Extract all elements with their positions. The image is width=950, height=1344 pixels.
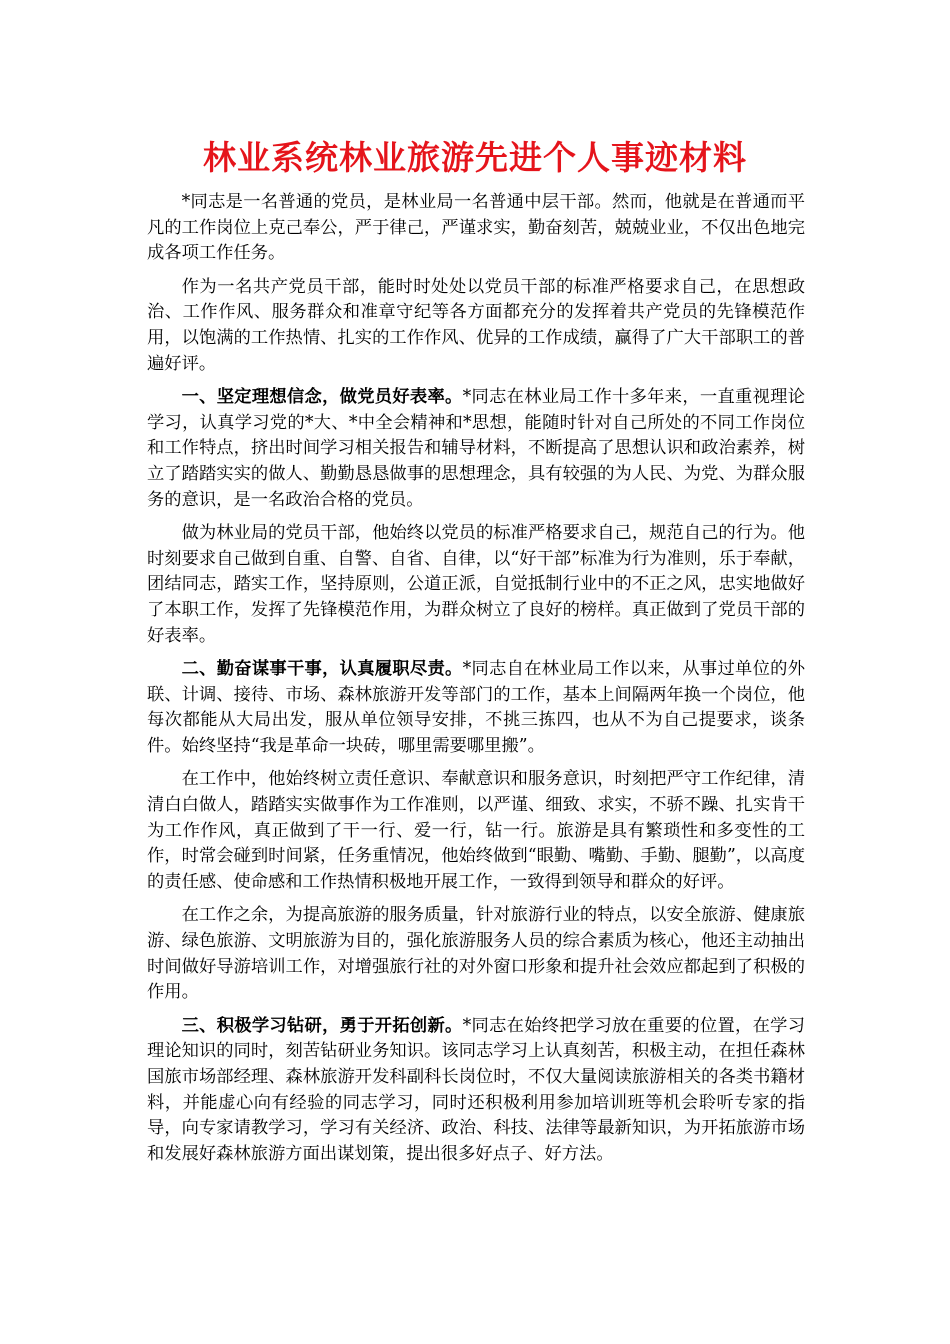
- paragraph-7: [147, 903, 805, 1005]
- paragraph-3: [147, 385, 805, 513]
- paragraph-5: [147, 657, 805, 759]
- paragraph-3-text: *同志在林业局工作十多年来，一直重视理论学习，认真学习党的*大、*中全会精神和*思想，能随时针对自己所处的不同工作岗位和工作特点，挤出时间学习相关报告和辅导材料，不断提高了思想认识和政治素养，树立了踏踏实实的做人、勤勤恳恳做事的思想理念，具有较强的为人民、为党、为群众服务的意识，是一名政治合格的党员。: [147, 387, 805, 510]
- document-body: [147, 190, 805, 1175]
- paragraph-2: [147, 275, 805, 377]
- paragraph-8: [147, 1014, 805, 1168]
- section-heading-2: 二、勤奋谋事干事，认真履职尽责。: [181, 659, 463, 680]
- paragraph-1-text: *同志是一名普通的党员，是林业局一名普通中层干部。然而，他就是在普通而平凡的工作岗位上克己奉公，严于律己，严谨求实，勤奋刻苦，兢兢业业，不仅出色地完成各项工作任务。: [147, 192, 805, 264]
- paragraph-1: [147, 190, 805, 267]
- paragraph-8-text: *同志在始终把学习放在重要的位置，在学习理论知识的同时，刻苦钻研业务知识。该同志学习上认真刻苦，积极主动，在担任森林国旅市场部经理、森林旅游开发科副科长岗位时，不仅大量阅读旅游相关的各类书籍材料，并能虚心向有经验的同志学习，同时还积极利用参加培训班等机会聆听专家的指导，向专家请教学习，学习有关经济、政治、科技、法律等最新知识，为开拓旅游市场和发展好森林旅游方面出谋划策，提出很多好点子、好方法。: [147, 1015, 805, 1164]
- paragraph-5-text: *同志自在林业局工作以来，从事过单位的外联、计调、接待、市场、森林旅游开发等部门的工作，基本上间隔两年换一个岗位，他每次都能从大局出发，服从单位领导安排，不挑三拣四，也从不为自己提要求，谈条件。始终坚持“我是革命一块砖，哪里需要哪里搬”。: [147, 659, 805, 756]
- paragraph-2-text: 作为一名共产党员干部，能时时处处以党员干部的标准严格要求自己，在思想政治、工作作风、服务群众和准章守纪等各方面都充分的发挥着共产党员的先锋模范作用，以饱满的工作热情、扎实的工作作风、优异的工作成绩，赢得了广大干部职工的普遍好评。: [147, 276, 805, 374]
- paragraph-4: [147, 521, 805, 649]
- section-heading-3: 三、积极学习钻研，勇于开拓创新。: [181, 1015, 463, 1036]
- document-title: 林业系统林业旅游先进个人事迹材料: [203, 138, 747, 177]
- paragraph-6: [147, 767, 805, 895]
- paragraph-7-text: 在工作之余，为提高旅游的服务质量，针对旅游行业的特点，以安全旅游、健康旅游、绿色旅游、文明旅游为目的，强化旅游服务人员的综合素质为核心，他还主动抽出时间做好导游培训工作，对增强旅行社的对外窗口形象和提升社会效应都起到了积极的作用。: [147, 905, 805, 1003]
- paragraph-4-text: 做为林业局的党员干部，他始终以党员的标准严格要求自己，规范自己的行为。他时刻要求自己做到自重、自警、自省、自律，以“好干部”标准为行为准则，乐于奉献，团结同志，踏实工作，坚持原则，公道正派，自觉抵制行业中的不正之风，忠实地做好了本职工作，发挥了先锋模范作用，为群众树立了良好的榜样。真正做到了党员干部的好表率。: [147, 523, 805, 646]
- section-heading-1: 一、坚定理想信念，做党员好表率。: [181, 387, 463, 408]
- paragraph-6-text: 在工作中，他始终树立责任意识、奉献意识和服务意识，时刻把严守工作纪律，清清白白做人，踏踏实实做事作为工作准则，以严谨、细致、求实，不骄不躁、扎实肯干为工作作风，真正做到了干一行、爱一行，钻一行。旅游是具有繁琐性和多变性的工作，时常会碰到时间紧，任务重情况，他始终做到“眼勤、嘴勤、手勤、腿勤”，以高度的责任感、使命感和工作热情积极地开展工作，一致得到领导和群众的好评。: [147, 769, 805, 892]
